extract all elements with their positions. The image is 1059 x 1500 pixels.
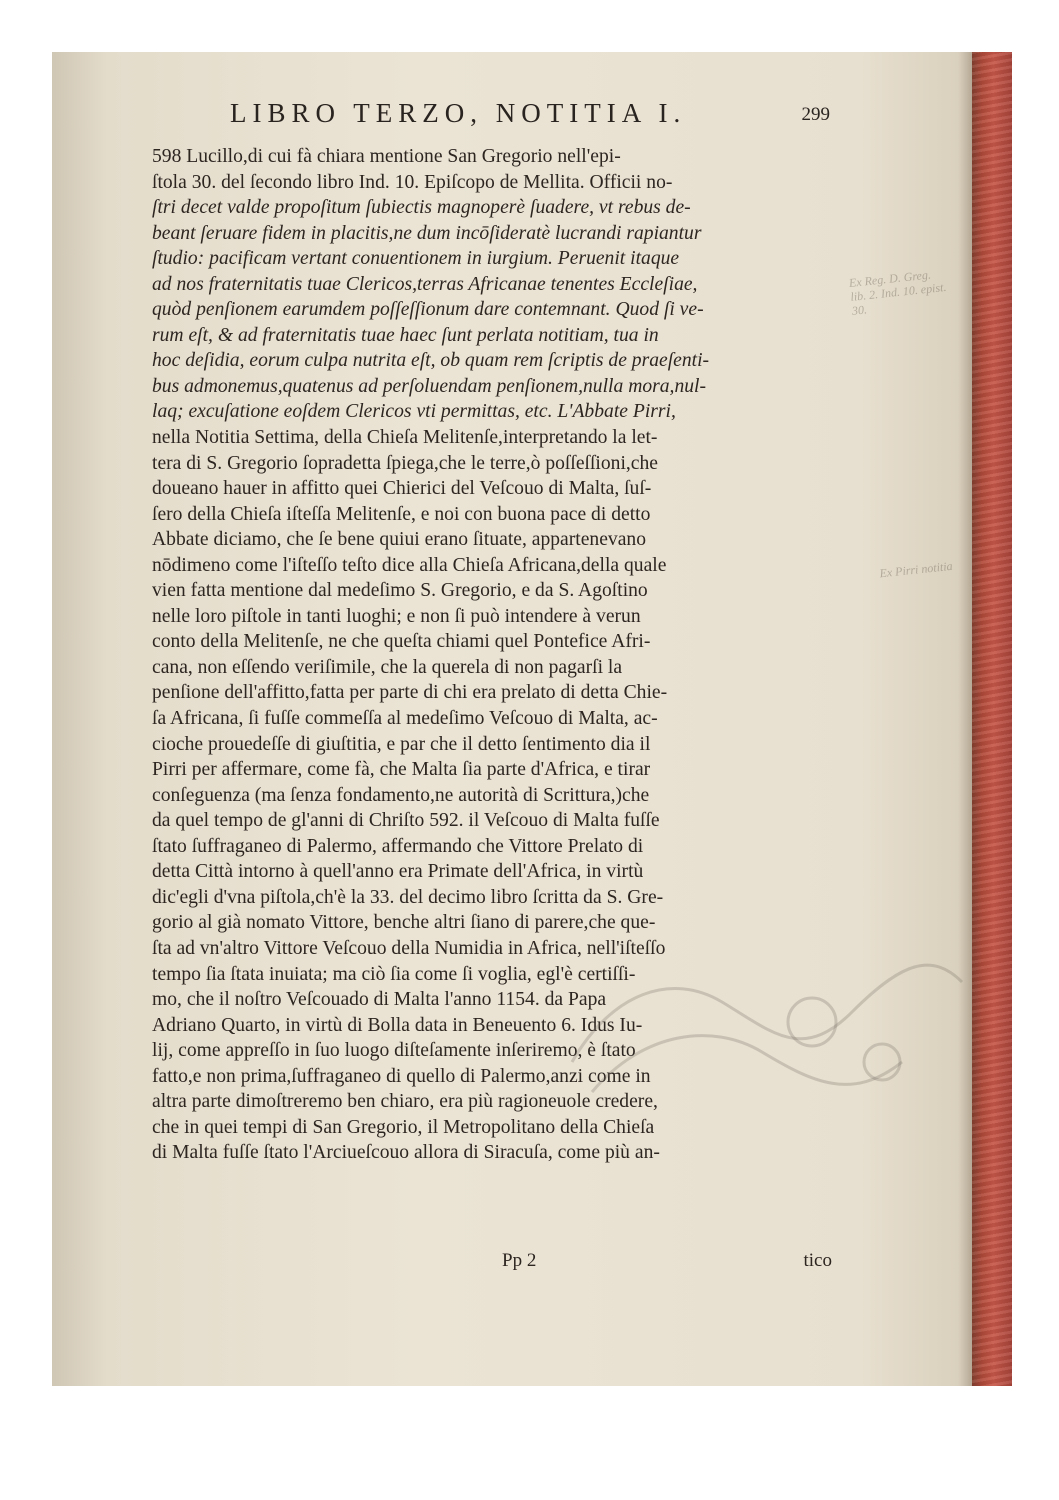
text-line: ſtri decet valde propoſitum ſubiectis magnoperè ſuadere, vt rebus de- <box>152 197 691 219</box>
text-line: 598 Lucillo,di cui fà chiara mentione San Gregorio nell'epi- <box>152 146 621 167</box>
text-line: beant ſeruare fidem in placitis,ne dum incōſideratè lucrandi rapiantur <box>152 222 702 244</box>
text-line: nōdimeno come l'iſteſſo teſto dice alla Chieſa Africana,della quale <box>152 554 667 576</box>
text-line: mo, che il noſtro Veſcouado di Malta l'anno 1154. da Papa <box>152 989 607 1011</box>
text-line: bus admonemus,quatenus ad perſoluendam penſionem,nulla mora,nul- <box>152 375 707 397</box>
text-line: laq; excuſatione eoſdem Clericos vti permittas, etc. L'Abbate Pirri, <box>152 401 676 423</box>
text-line: dic'egli d'vna piſtola,ch'è la 33. del decimo libro ſcritta da S. Gre- <box>152 886 664 908</box>
text-line: hoc deſidia, eorum culpa nutrita eſt, ob quam rem ſcriptis de praeſenti- <box>152 350 710 372</box>
text-line: conto della Melitenſe, ne che queſta chiami quel Pontefice Afri- <box>152 631 651 653</box>
text-line: ſta ad vn'altro Vittore Veſcouo della Numidia in Africa, nell'iſteſſo <box>152 937 666 959</box>
text-line: nelle loro piſtole in tanti luoghi; e non ſi può intendere à verun <box>152 605 641 627</box>
page-leaf <box>52 52 972 1386</box>
text-line: che in quei tempi di San Gregorio, il Metropolitano della Chieſa <box>152 1116 655 1138</box>
text-line: da quel tempo de gl'anni di Chriſto 592. il Veſcouo di Malta fuſſe <box>152 810 660 832</box>
text-line: rum eſt, & ad fraternitatis tuae haec ſunt perlata notitiam, tua in <box>152 324 659 346</box>
text-line: ad nos fraternitatis tuae Clericos,terras Africanae tenentes Eccleſiae, <box>152 273 698 295</box>
signature-mark: Pp 2 <box>502 1250 537 1271</box>
text-line: quòd penſionem earumdem poſſeſſionum dare contemnant. Quod ſi ve- <box>152 299 704 321</box>
text-line: cana, non eſſendo veriſimile, che la querela di non pagarſi la <box>152 656 623 678</box>
text-line: Pirri per affermare, come fà, che Malta ſia parte d'Africa, e tirar <box>152 759 651 781</box>
text-line: tera di S. Gregorio ſopradetta ſpiega,che le terre,ò poſſeſſioni,che <box>152 452 658 474</box>
text-line: ſtato ſuffraganeo di Palermo, affermando che Vittore Prelato di <box>152 835 644 857</box>
text-line: ſtola 30. del ſecondo libro Ind. 10. Epiſcopo de Mellita. Officii no- <box>152 171 673 193</box>
text-line: vien fatta mentione dal medeſimo S. Gregorio, e da S. Agoſtino <box>152 580 648 602</box>
catchword: tico <box>803 1250 832 1271</box>
scanned-page <box>52 52 1012 1386</box>
text-line: nella Notitia Settima, della Chieſa Melitenſe,interpretando la let- <box>152 427 658 449</box>
text-line: di Malta fuſſe ſtato l'Arciueſcouo allora di Siracuſa, come più an- <box>152 1142 660 1164</box>
text-line: ſa Africana, ſi fuſſe commeſſa al medeſimo Veſcouo di Malta, ac- <box>152 708 658 730</box>
body-text <box>152 144 832 1166</box>
text-line: ſero della Chieſa iſteſſa Melitenſe, e noi con buona pace di detto <box>152 503 651 525</box>
margin-note: Ex Pirri notitia <box>878 558 954 581</box>
page-header <box>230 98 830 134</box>
text-line: gorio al già nomato Vittore, benche altri ſiano di parere,che que- <box>152 912 656 934</box>
text-line: cioche prouedeſſe di giuſtitia, e par che il detto ſentimento dia il <box>152 733 651 755</box>
page-edge-shadow <box>958 52 972 1386</box>
page-number: 299 <box>801 104 830 125</box>
text-line: doueano hauer in affitto quei Chierici del Veſcouo di Malta, ſuſ- <box>152 478 652 500</box>
margin-note: Ex Reg. D. Greg. lib. 2. Ind. 10. epist. 30. <box>848 267 948 318</box>
text-line: detta Città intorno à quell'anno era Primate dell'Africa, in virtù <box>152 861 644 883</box>
page-footer <box>152 1250 832 1276</box>
text-line: tempo ſia ſtata inuiata; ma ciò ſia come ſi voglia, egl'è certiſſi- <box>152 963 636 985</box>
text-line: conſeguenza (ma ſenza fondamento,ne autorità di Scrittura,)che <box>152 784 650 806</box>
text-line: fatto,e non prima,ſuffraganeo di quello di Palermo,anzi come in <box>152 1065 651 1087</box>
text-line: altra parte dimoſtreremo ben chiaro, era più ragioneuole credere, <box>152 1091 658 1113</box>
text-line: ſtudio: pacificam vertant conuentionem in iurgium. Peruenit itaque <box>152 248 680 270</box>
text-line: penſione dell'affitto,fatta per parte di chi era prelato di detta Chie- <box>152 682 668 704</box>
text-line: Adriano Quarto, in virtù di Bolla data in Beneuento 6. Idus Iu- <box>152 1014 643 1036</box>
text-line: lij, come appreſſo in ſuo luogo diſteſamente inſeriremo, è ſtato <box>152 1040 636 1062</box>
book-binding-edge <box>966 52 1012 1386</box>
running-head: LIBRO TERZO, NOTITIA I. <box>230 98 687 128</box>
text-line: Abbate diciamo, che ſe bene quiui erano ſituate, appartenevano <box>152 529 646 551</box>
